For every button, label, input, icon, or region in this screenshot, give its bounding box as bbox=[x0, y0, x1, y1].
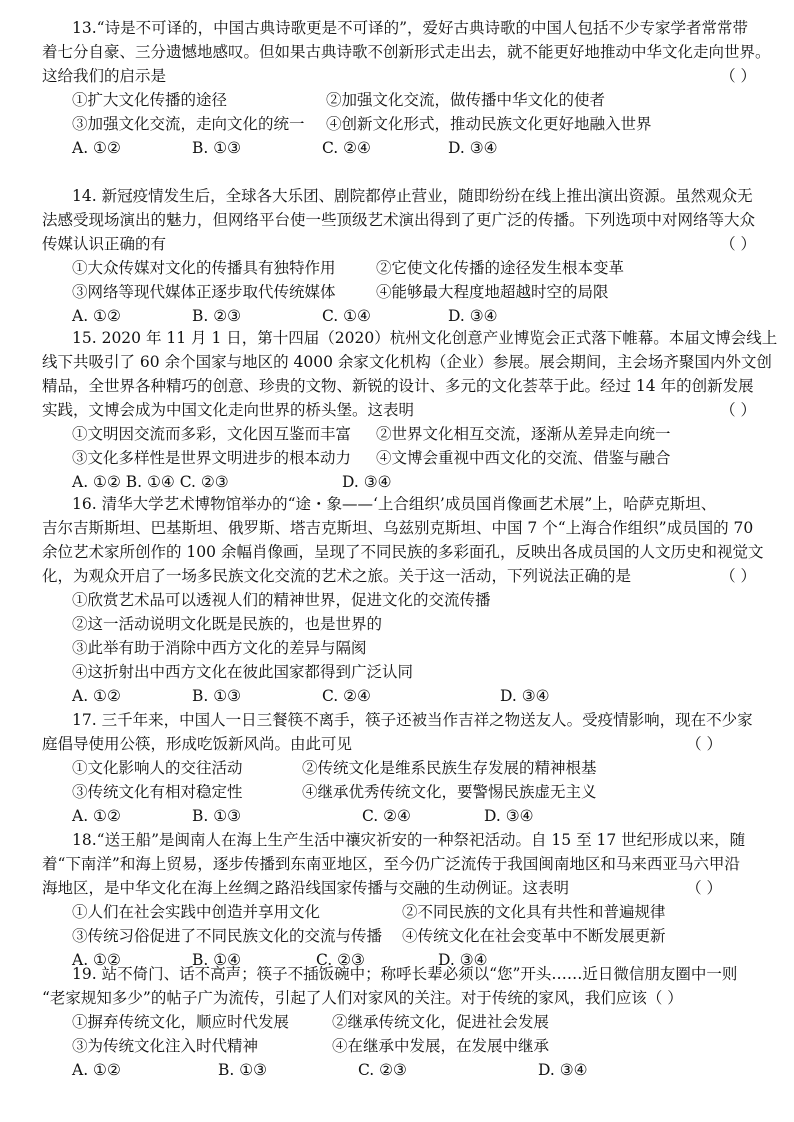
choice-b: B. ①③ bbox=[192, 139, 242, 157]
question-19 bbox=[42, 962, 762, 1082]
option-2: ②传统文化是维系民族生存发展的精神根基 bbox=[302, 759, 597, 777]
option-1: ①欣赏艺术品可以透视人们的精神世界，促进文化的交流传播 bbox=[72, 591, 491, 609]
answer-paren: （ ） bbox=[720, 235, 756, 253]
answer-paren: （ ） bbox=[720, 67, 756, 85]
option-4: ④传统文化在社会变革中不断发展更新 bbox=[402, 927, 666, 945]
question-13 bbox=[42, 16, 771, 160]
question-18 bbox=[42, 828, 762, 972]
choices-abc: A. ①② B. ①④ C. ②③ bbox=[72, 473, 229, 491]
question-16 bbox=[42, 492, 762, 708]
choice-a: A. ①② bbox=[72, 139, 121, 157]
choice-a: A. ①② bbox=[72, 307, 121, 325]
question-stem-line: 13.“诗是不可译的，中国古典诗歌更是不可译的”，爱好古典诗歌的中国人包括不少专家学者常常带 bbox=[72, 19, 749, 37]
choice-d: D. ③④ bbox=[448, 139, 498, 157]
choice-b: B. ①③ bbox=[218, 1061, 268, 1079]
question-stem-line: 余位艺术家所创作的 100 余幅肖像画，呈现了不同民族的多彩面孔，反映出各成员国的人文历史和视觉文 bbox=[42, 543, 764, 561]
choice-c: C. ①④ bbox=[322, 307, 371, 325]
option-1: ①文明因交流而多彩，文化因互鉴而丰富 bbox=[72, 425, 352, 443]
question-stem-line: 16. 清华大学艺术博物馆举办的“途・象——‘上合组织’成员国肖像画艺术展”上，哈萨克斯坦、 bbox=[72, 495, 717, 513]
answer-paren: （ ） bbox=[686, 879, 722, 897]
option-1: ①文化影响人的交往活动 bbox=[72, 759, 243, 777]
choice-a: A. ①② bbox=[72, 807, 121, 825]
question-stem-line: 着七分自豪、三分遗憾地感叹。但如果古典诗歌不创新形式走出去，就不能更好地推动中华文化走向世界。 bbox=[42, 43, 771, 61]
option-2: ②不同民族的文化具有共性和普遍规律 bbox=[402, 903, 666, 921]
answer-paren: （ ） bbox=[720, 567, 756, 585]
option-3: ③文化多样性是世界文明进步的根本动力 bbox=[72, 449, 352, 467]
choice-d: D. ③④ bbox=[438, 951, 488, 969]
choice-b: B. ①③ bbox=[192, 807, 242, 825]
question-stem-line: 传媒认识正确的有 bbox=[42, 235, 167, 253]
question-stem-line: 17. 三千年来，中国人一日三餐筷不离手，筷子还被当作吉祥之物送友人。受疫情影响，现在不少家 bbox=[72, 711, 753, 729]
option-4: ④在继承中发展，在发展中继承 bbox=[332, 1037, 550, 1055]
choice-d: D. ③④ bbox=[538, 1061, 588, 1079]
choice-a: A. ①② bbox=[72, 687, 121, 705]
option-3: ③此举有助于消除中西方文化的差异与隔阂 bbox=[72, 639, 367, 657]
choice-c: C. ②④ bbox=[322, 687, 371, 705]
option-2: ②它使文化传播的途径发生根本变革 bbox=[376, 259, 625, 277]
option-2: ②加强文化交流，做传播中华文化的使者 bbox=[326, 91, 606, 109]
option-2: ②世界文化相互交流，逐渐从差异走向统一 bbox=[376, 425, 671, 443]
choice-d: D. ③④ bbox=[500, 687, 550, 705]
option-3: ③为传统文化注入时代精神 bbox=[72, 1037, 259, 1055]
option-3: ③网络等现代媒体正逐步取代传统媒体 bbox=[72, 283, 336, 301]
option-2: ②这一活动说明文化既是民族的，也是世界的 bbox=[72, 615, 383, 633]
option-3: ③传统习俗促进了不同民族文化的交流与传播 bbox=[72, 927, 383, 945]
choice-c: C. ②④ bbox=[362, 807, 411, 825]
choice-a: A. ①② bbox=[72, 1061, 121, 1079]
choice-d: D. ③④ bbox=[448, 307, 498, 325]
question-stem-line: 化，为观众开启了一场多民族文化交流的艺术之旅。关于这一活动，下列说法正确的是 bbox=[42, 567, 632, 585]
option-3: ③加强文化交流，走向文化的统一 bbox=[72, 115, 305, 133]
question-stem-line: 19. 站不倚门、话不高声；筷子不插饭碗中；称呼长辈必须以“您”开头……近日微信朋友圈中一则 bbox=[72, 965, 738, 983]
option-4: ④继承优秀传统文化，要警惕民族虚无主义 bbox=[302, 783, 597, 801]
option-1: ①摒弃传统文化，顺应时代发展 bbox=[72, 1013, 290, 1031]
question-stem-line: 庭倡导使用公筷，形成吃饭新风尚。由此可见 bbox=[42, 735, 353, 753]
option-4: ④创新文化形式，推动民族文化更好地融入世界 bbox=[326, 115, 652, 133]
question-stem-line: 14. 新冠疫情发生后，全球各大乐团、剧院都停止营业，随即纷纷在线上推出演出资源。虽然观众无 bbox=[72, 187, 753, 205]
question-stem-line: 线下共吸引了 60 余个国家与地区的 4000 余家文化机构（企业）参展。展会期间，主会场齐聚国内外文创 bbox=[42, 353, 772, 371]
answer-paren: （ ） bbox=[686, 735, 722, 753]
question-stem-line: 18.“送王船”是闽南人在海上生产生活中禳灾祈安的一种祭祀活动。自 15 至 17 世纪形成以来，随 bbox=[72, 831, 746, 849]
option-1: ①扩大文化传播的途径 bbox=[72, 91, 228, 109]
question-14 bbox=[42, 184, 762, 328]
question-stem-line: 15. 2020 年 11 月 1 日，第十四届（2020）杭州文化创意产业博览会正式落下帷幕。本届文博会线上 bbox=[72, 329, 778, 347]
choice-d: D. ③④ bbox=[342, 473, 392, 491]
answer-paren: （ ） bbox=[720, 401, 756, 419]
option-4: ④能够最大程度地超越时空的局限 bbox=[376, 283, 609, 301]
question-17 bbox=[42, 708, 762, 828]
question-stem-line: 着“下南洋”和海上贸易，逐步传播到东南亚地区，至今仍广泛流传于我国闽南地区和马来西亚马六甲沿 bbox=[42, 855, 740, 873]
option-3: ③传统文化有相对稳定性 bbox=[72, 783, 243, 801]
question-stem-line: 法感受现场演出的魅力，但网络平台使一些顶级艺术演出得到了更广泛的传播。下列选项中对网络等大众 bbox=[42, 211, 756, 229]
question-stem-line: “老家规知多少”的帖子广为流传，引起了人们对家风的关注。对于传统的家风，我们应该（ ） bbox=[42, 989, 683, 1007]
question-stem-line: 海地区，是中华文化在海上丝绸之路沿线国家传播与交融的生动例证。这表明 bbox=[42, 879, 570, 897]
choice-b: B. ②③ bbox=[192, 307, 242, 325]
choice-b: B. ①④ bbox=[192, 951, 242, 969]
option-4: ④这折射出中西方文化在彼此国家都得到广泛认同 bbox=[72, 663, 414, 681]
choice-c: C. ②③ bbox=[316, 951, 365, 969]
option-1: ①大众传媒对文化的传播具有独特作用 bbox=[72, 259, 336, 277]
choice-c: C. ②④ bbox=[322, 139, 371, 157]
question-stem-line: 吉尔吉斯斯坦、巴基斯坦、俄罗斯、塔吉克斯坦、乌兹别克斯坦、中国 7 个“上海合作组织”成员国的 70 bbox=[42, 519, 754, 537]
question-15 bbox=[42, 326, 778, 494]
choice-a: A. ①② bbox=[72, 951, 121, 969]
question-stem-line: 精品，全世界各种精巧的创意、珍贵的文物、新锐的设计、多元的文化荟萃于此。经过 14 年的创新发展 bbox=[42, 377, 754, 395]
question-stem-line: 这给我们的启示是 bbox=[42, 67, 167, 85]
choice-d: D. ③④ bbox=[484, 807, 534, 825]
choice-b: B. ①③ bbox=[192, 687, 242, 705]
choice-c: C. ②③ bbox=[358, 1061, 407, 1079]
question-stem-line: 实践，文博会成为中国文化走向世界的桥头堡。这表明 bbox=[42, 401, 415, 419]
option-2: ②继承传统文化，促进社会发展 bbox=[332, 1013, 550, 1031]
option-4: ④文博会重视中西文化的交流、借鉴与融合 bbox=[376, 449, 671, 467]
option-1: ①人们在社会实践中创造并享用文化 bbox=[72, 903, 321, 921]
